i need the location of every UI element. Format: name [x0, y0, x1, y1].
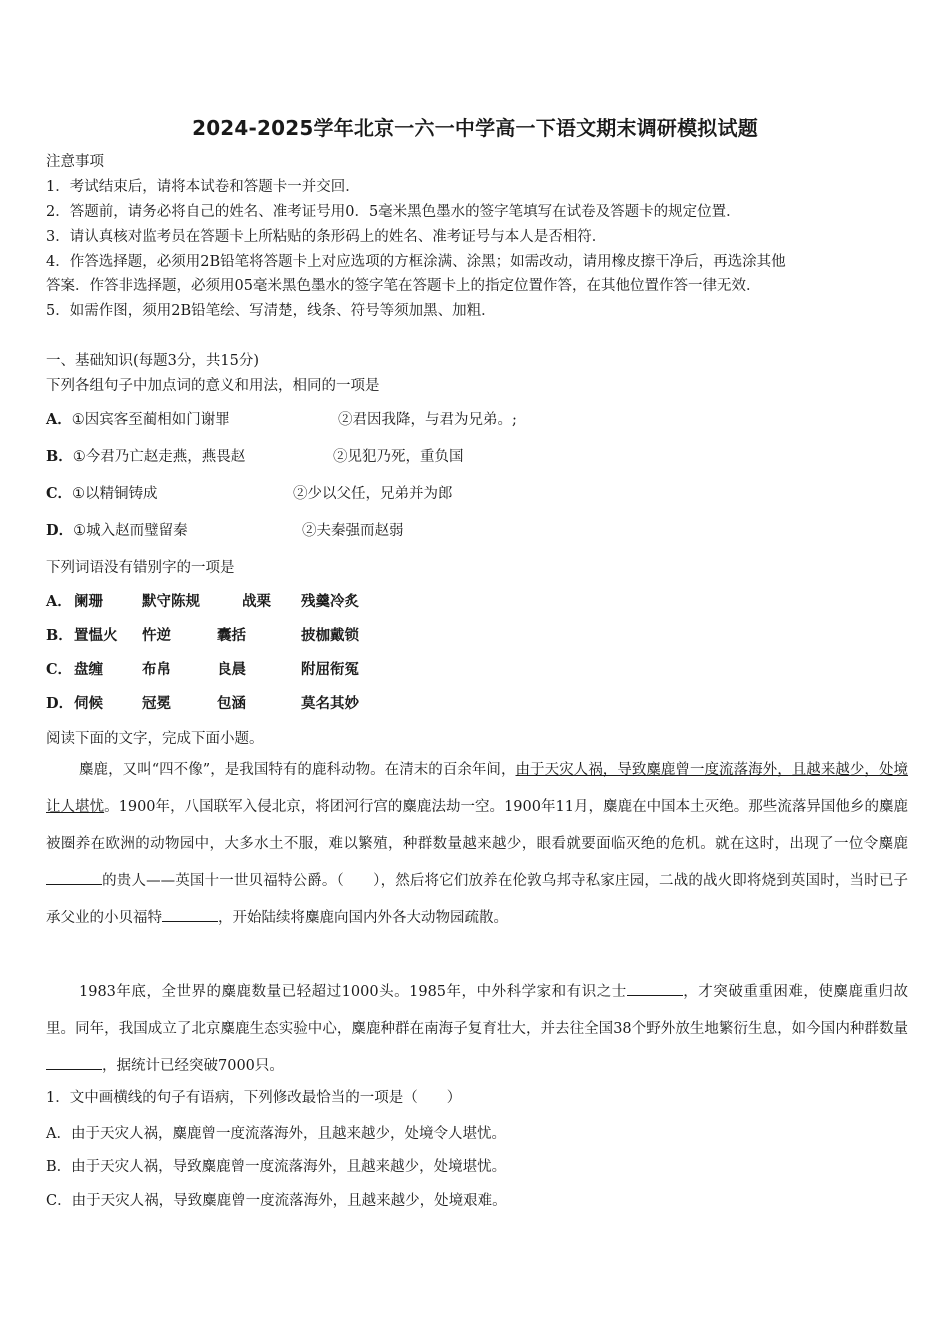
- option-label: C．: [46, 485, 73, 502]
- notice-item: 4．作答选择题，必须用2B铅笔将答题卡上对应选项的方框涂满、涂黑；如需改动，请用橡皮擦干净后，再选涂其他: [46, 254, 786, 270]
- passage-text: 。1900年，八国联军入侵北京，将团河行宫的麋鹿法劫一空。1900年11月，麋鹿在中国本土灭绝。那些流落异国他乡的麋鹿被圈养在欧洲的动物园中，大多水土不服，难以繁殖，种群数量越来越少，眼看就要面临灭绝的危机。就在这时，出现了一位令麋鹿: [46, 799, 909, 852]
- option-text: ①以精铜铸成: [72, 486, 158, 502]
- question-stem: 下列词语没有错别字的一项是: [46, 560, 235, 576]
- passage-text: ，开始陆续将麋鹿向国内外各大动物园疏散。: [218, 910, 508, 926]
- notice-heading: 注意事项: [46, 154, 104, 170]
- section-heading: 一、基础知识(每题3分，共15分): [46, 353, 259, 369]
- option-label: A．: [46, 593, 72, 610]
- fill-blank: [627, 981, 683, 996]
- word: 布帛: [142, 661, 171, 678]
- word: 战栗: [242, 593, 271, 610]
- page-title: 2024-2025学年北京一六一中学高一下语文期末调研模拟试题: [192, 116, 758, 140]
- word: 良晨: [217, 661, 246, 678]
- passage-text: ，才突破重重困难，使麋鹿重归故里。同年，我国成立了北京麋鹿生态实验中心，麋鹿种群在南海子复育壮大，并去往全国38个野外放生地繁衍生息，如今国内种群数量: [46, 984, 909, 1037]
- fill-blank: [46, 1055, 102, 1070]
- fill-blank: [162, 907, 218, 922]
- passage-text: 麋鹿，又叫“四不像”，是我国特有的鹿科动物。在清末的百余年间，: [79, 762, 516, 778]
- notice-item: 1．考试结束后，请将本试卷和答题卡一并交回．: [46, 179, 360, 195]
- word: 莫名其妙: [301, 695, 359, 712]
- passage-text: 1983年底，全世界的麋鹿数量已轻超过1000头。1985年，中外科学家和有识之士: [79, 984, 627, 1000]
- passage-text: ，据统计已经突破7000只。: [102, 1058, 284, 1074]
- option-label: D．: [46, 695, 74, 712]
- word: 披枷戴锁: [301, 627, 359, 644]
- option-d: [46, 521, 188, 541]
- word: 默守陈规: [142, 593, 200, 610]
- option-b: [46, 447, 245, 467]
- word: 置愠火: [74, 627, 118, 644]
- notice-item: 5．如需作图，须用2B铅笔绘、写清楚，线条、符号等须加黑、加粗．: [46, 303, 496, 319]
- word: 附屈衔冤: [301, 661, 359, 678]
- option-text: ①城入赵而璧留秦: [73, 523, 188, 539]
- option-label: A．: [46, 411, 72, 428]
- answer-option: C．由于天灾人祸，导致麋鹿曾一度流落海外，且越来越少，处境艰难。: [46, 1193, 507, 1209]
- word: 包涵: [217, 695, 246, 712]
- reading-intro: 阅读下面的文字，完成下面小题。: [46, 731, 264, 747]
- option-label: D．: [46, 522, 74, 539]
- passage-text: 的贵人——英国十一世贝福特公爵。（ ），然后将它们放养在伦敦乌邦寺私家庄园，二战的战火即将烧到英国时，当时已子承父业的小贝福特: [46, 873, 908, 926]
- underlined-sentence: 由于天灾人祸，导致麋鹿曾一度流落海外，且越来越少，处境让人堪忧: [46, 762, 909, 815]
- option-c: [46, 484, 158, 504]
- option-d-second: ②夫秦强而赵弱: [302, 523, 404, 539]
- answer-option: A．由于天灾人祸，麋鹿曾一度流落海外，且越来越少，处境令人堪忧。: [46, 1126, 506, 1142]
- word: 阑珊: [74, 593, 103, 610]
- option-a: [46, 410, 230, 430]
- passage-paragraph-1: [46, 752, 908, 937]
- option-label: C．: [46, 661, 73, 678]
- option-b-second: ②见犯乃死，重负国: [333, 449, 464, 465]
- notice-item: 3．请认真核对监考员在答题卡上所粘贴的条形码上的姓名、准考证号与本人是否相符．: [46, 229, 607, 245]
- question-stem: 1．文中画横线的句子有语病，下列修改最恰当的一项是（ ）: [46, 1090, 462, 1106]
- word: 囊括: [217, 627, 246, 644]
- option-a-second: ②君因我降，与君为兄弟。;: [338, 412, 517, 428]
- option-text: ①因宾客至蔺相如门谢罪: [71, 412, 230, 428]
- option-text: ①今君乃亡赵走燕，燕畏赵: [72, 449, 246, 465]
- word: 残羹冷炙: [301, 593, 359, 610]
- word: 盘缠: [74, 661, 103, 678]
- option-label: B．: [46, 627, 73, 644]
- word: 伺候: [74, 695, 103, 712]
- word: 忤逆: [142, 627, 171, 644]
- option-label: B．: [46, 448, 73, 465]
- notice-item: 2．答题前，请务必将自己的姓名、准考证号用0．5毫米黑色墨水的签字笔填写在试卷及答题卡的规定位置．: [46, 204, 741, 220]
- notice-item: 答案．作答非选择题，必须用05毫米黑色墨水的签字笔在答题卡上的指定位置作答，在其他位置作答一律无效．: [46, 278, 761, 294]
- passage-paragraph-2: [46, 974, 908, 1085]
- question-stem: 下列各组句子中加点词的意义和用法，相同的一项是: [46, 378, 380, 394]
- answer-option: B．由于天灾人祸，导致麋鹿曾一度流落海外，且越来越少，处境堪忧。: [46, 1159, 507, 1175]
- fill-blank: [46, 870, 102, 885]
- word: 冠冕: [142, 695, 171, 712]
- option-c-second: ②少以父任，兄弟并为郎: [293, 486, 453, 502]
